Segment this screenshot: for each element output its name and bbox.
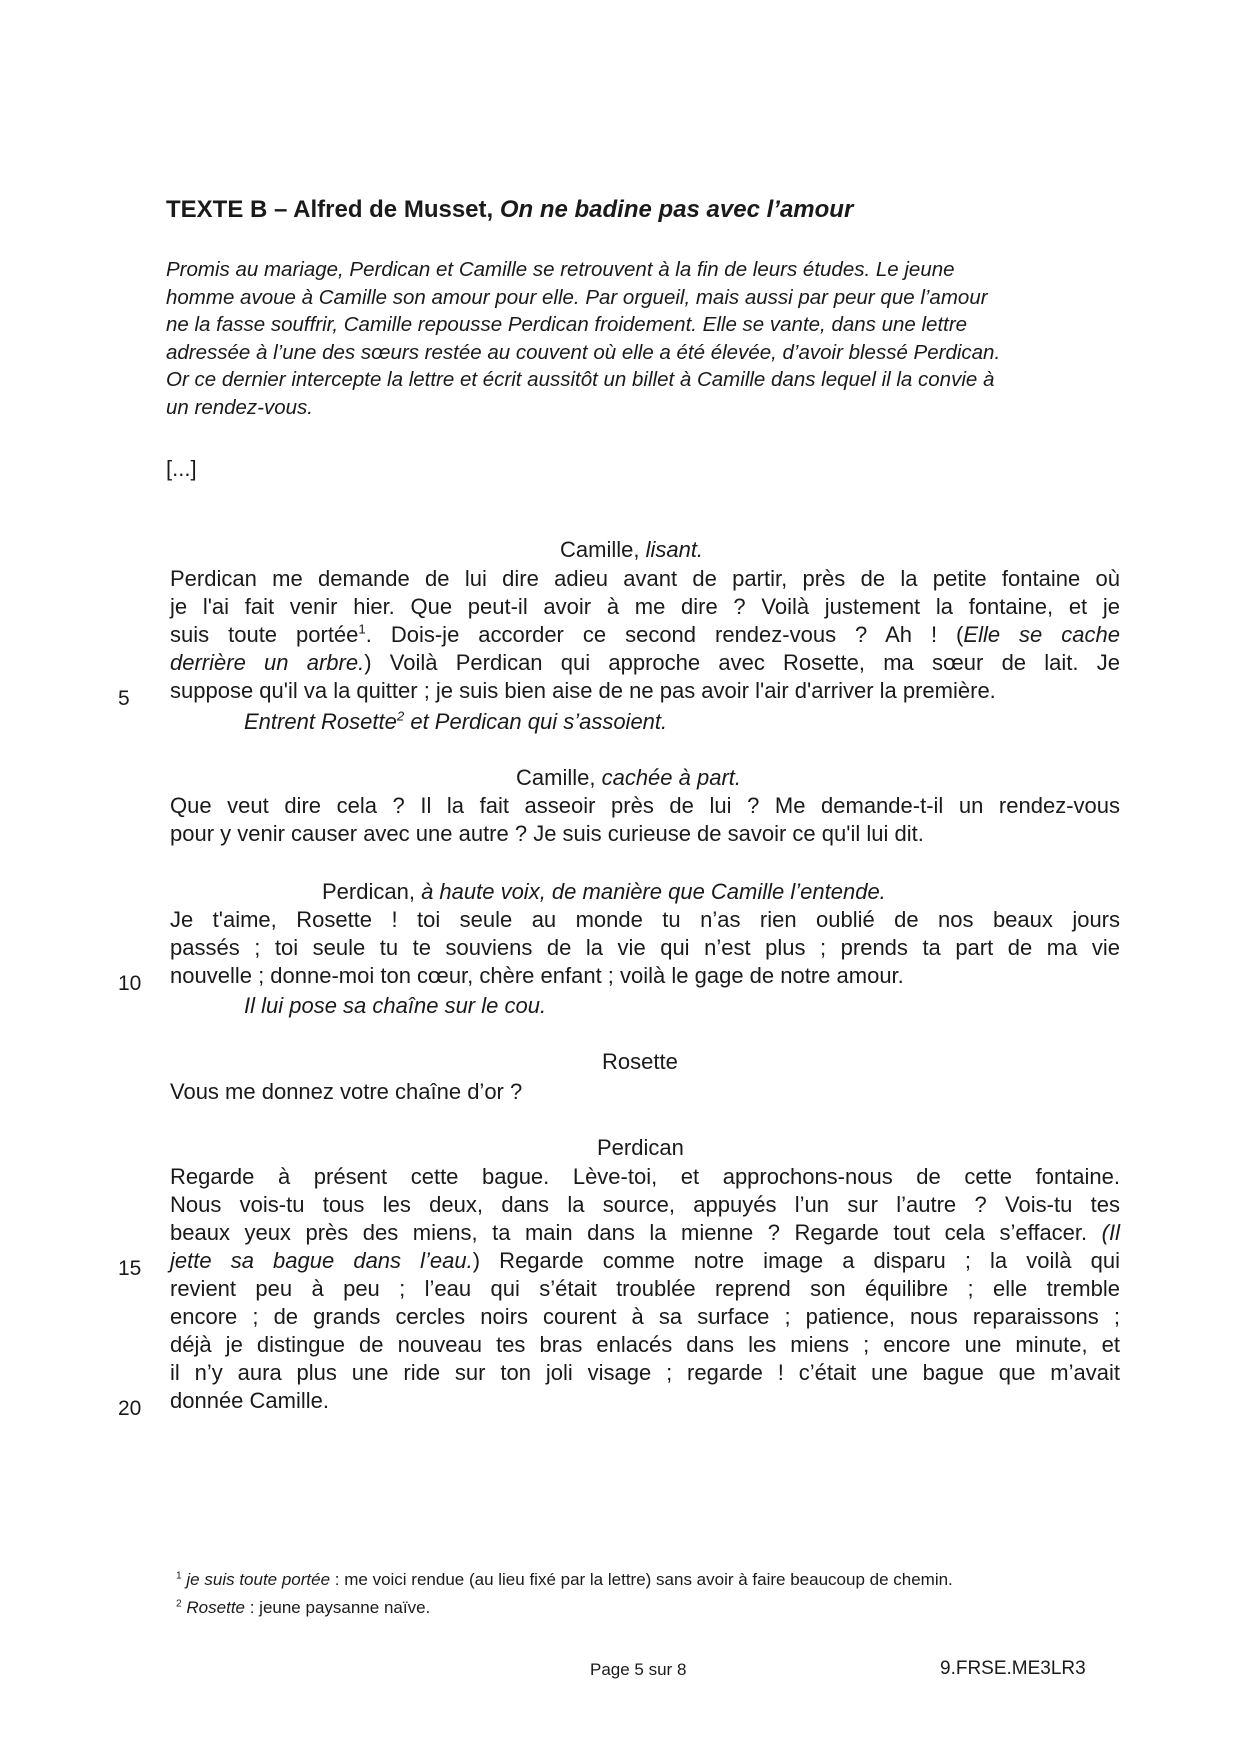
footnote-term: Rosette (186, 1598, 245, 1617)
text-line: passés ; toi seule tu te souviens de la vie qui n’est plus ; prends ta part de ma vie (170, 935, 1120, 960)
title-prefix: TEXTE B – Alfred de Musset, (166, 196, 500, 223)
intro-line: Promis au mariage, Perdican et Camille se retrouvent à la fin de leurs études. Le jeune (166, 258, 955, 281)
ellipsis: [...] (166, 456, 197, 481)
text-span: ) Regarde comme notre image a disparu ; la voilà qui (472, 1248, 1120, 1273)
intro-line: adressée à l’une des sœurs restée au couvent où elle a été élevée, d’avoir blessé Perdican. (166, 340, 1001, 364)
speaker-perdican-2: Perdican (597, 1135, 684, 1160)
speaker-perdican-1 (322, 878, 886, 906)
speaker-camille-1 (560, 536, 703, 564)
line-number: 20 (118, 1397, 142, 1420)
text-line: nouvelle ; donne-moi ton cœur, chère enfant ; voilà le gage de notre amour. (170, 963, 904, 988)
footnote-ref-2: 2 (396, 708, 405, 724)
text-line: Regarde à présent cette bague. Lève-toi, et approchons-nous de cette fontaine. (170, 1164, 1120, 1189)
text-span: Entrent Rosette (244, 709, 397, 734)
text-line: encore ; de grands cercles noirs courent à sa surface ; patience, nous reparaissons ; (170, 1304, 1120, 1329)
text-span: . Dois-je accorder ce second rendez-vous ? Ah ! ( (365, 622, 964, 647)
footnote-1 (176, 1570, 953, 1590)
stage-direction-line: Il lui pose sa chaîne sur le cou. (244, 993, 547, 1018)
stage-direction: jette sa bague dans l’eau. (170, 1248, 473, 1273)
text-line: Je t'aime, Rosette ! toi seule au monde tu n’as rien oublié de nos beaux jours (170, 907, 1120, 932)
footnote-mark: 1 (176, 1570, 182, 1582)
footnote-text: : jeune paysanne naïve. (245, 1598, 431, 1617)
line-number: 10 (118, 972, 142, 995)
text-span: beaux yeux près des miens, ta main dans la mienne ? Regarde tout cela s’effacer. (170, 1220, 1102, 1245)
line-number: 5 (118, 687, 130, 710)
text-line (170, 1247, 1120, 1275)
stage-direction: lisant. (645, 537, 704, 562)
stage-direction: (Il (1101, 1220, 1120, 1245)
document-title (166, 196, 853, 224)
intro-line: homme avoue à Camille son amour pour elle. Par orgueil, mais aussi par peur que l’amour (166, 285, 988, 309)
line-number: 15 (118, 1257, 142, 1280)
intro-line: ne la fasse souffrir, Camille repousse Perdican froidement. Elle se vante, dans une lettre (166, 313, 968, 336)
text-line: donnée Camille. (170, 1388, 329, 1413)
text-line (170, 649, 1120, 677)
stage-direction: à haute voix, de manière que Camille l’entende. (421, 879, 886, 904)
stage-direction-line (244, 708, 667, 736)
footnote-ref-1: 1 (358, 621, 366, 637)
stage-direction: Elle se cache (963, 622, 1120, 647)
stage-direction: derrière un arbre. (170, 650, 365, 675)
footnote-2 (176, 1598, 430, 1618)
speaker-name: Camille, (560, 537, 646, 562)
text-line: Perdican me demande de lui dire adieu avant de partir, près de la petite fontaine où (170, 566, 1120, 591)
text-span: suis toute portée (170, 622, 359, 647)
text-span: et Perdican qui s’assoient. (404, 709, 668, 734)
footnote-mark: 2 (176, 1598, 182, 1610)
footnote-term: je suis toute portée (186, 1570, 331, 1589)
text-line: suppose qu'il va la quitter ; je suis bien aise de ne pas avoir l'air d'arriver la première. (170, 678, 996, 703)
stage-direction: cachée à part. (601, 765, 742, 790)
speaker-name: Camille, (516, 765, 602, 790)
page-number: Page 5 sur 8 (590, 1660, 687, 1679)
speaker-camille-2 (516, 764, 741, 792)
speaker-name: Perdican, (322, 879, 422, 904)
text-line: revient peu à peu ; l’eau qui s’était troublée reprend son équilibre ; elle tremble (170, 1276, 1120, 1301)
text-line: pour y venir causer avec une autre ? Je suis curieuse de savoir ce qu'il lui dit. (170, 821, 924, 846)
text-line: Que veut dire cela ? Il la fait asseoir près de lui ? Me demande-t-il un rendez-vous (170, 793, 1120, 818)
title-work: On ne badine pas avec l’amour (499, 196, 854, 223)
speaker-rosette: Rosette (602, 1049, 678, 1074)
document-code: 9.FRSE.ME3LR3 (940, 1658, 1086, 1679)
intro-line: un rendez-vous. (166, 395, 314, 419)
intro-paragraph (166, 256, 1116, 421)
intro-line: Or ce dernier intercepte la lettre et écrit aussitôt un billet à Camille dans lequel il la convie à (166, 368, 995, 391)
text-line: il n’y aura plus une ride sur ton joli visage ; regarde ! c’était une bague que m’avait (170, 1360, 1120, 1385)
text-line: Nous vois-tu tous les deux, dans la source, appuyés l’un sur l’autre ? Vois-tu tes (170, 1192, 1120, 1217)
text-span: ) Voilà Perdican qui approche avec Rosette, ma sœur de lait. Je (364, 650, 1120, 675)
text-line: déjà je distingue de nouveau tes bras enlacés dans les miens ; encore une minute, et (170, 1332, 1120, 1357)
footnote-text: : me voici rendue (au lieu fixé par la lettre) sans avoir à faire beaucoup de chemin. (330, 1570, 953, 1589)
text-line (170, 1219, 1120, 1247)
text-line (170, 621, 1120, 649)
text-line: Vous me donnez votre chaîne d’or ? (170, 1079, 523, 1104)
text-line: je l'ai fait venir hier. Que peut-il avoir à me dire ? Voilà justement la fontaine, et je (170, 594, 1120, 619)
